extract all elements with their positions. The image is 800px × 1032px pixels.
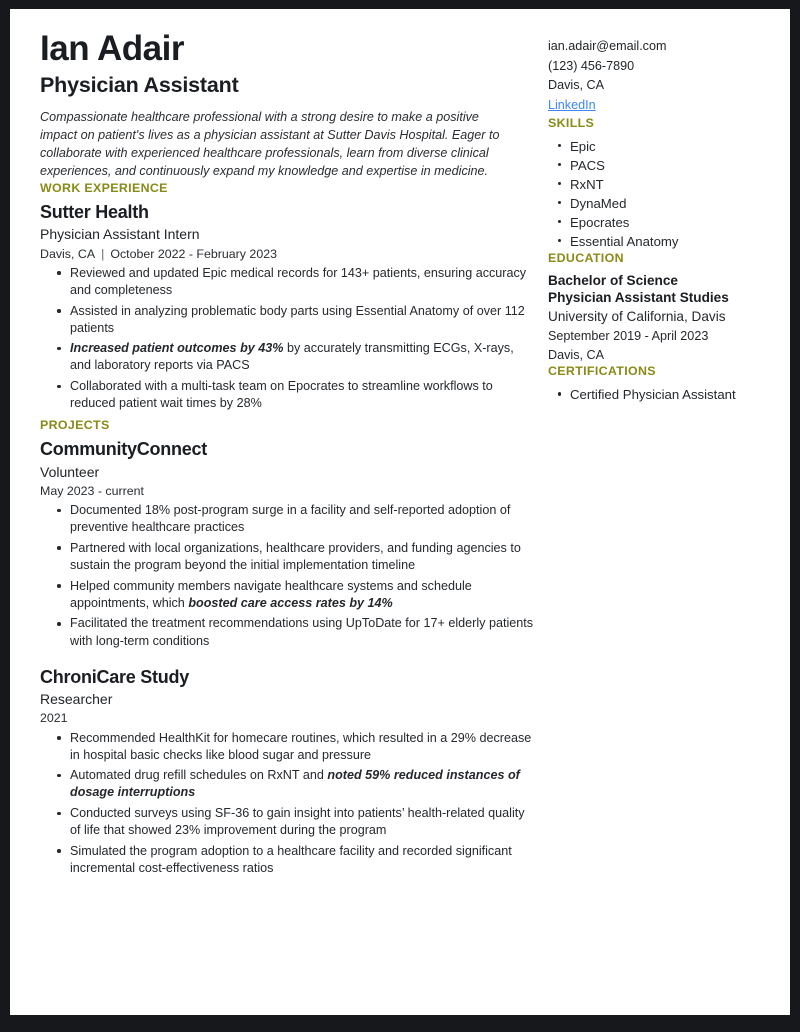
project-organization: ChroniCare Study: [40, 666, 190, 687]
work-experience-role: Physician Assistant Intern: [40, 226, 200, 243]
contact-block: [548, 37, 762, 116]
bullet-text: Partnered with local organizations, healthcare providers, and funding agencies to sustain the program beyond the initial implementation timeline: [70, 540, 521, 573]
projects-entries: [40, 439, 536, 877]
work-experience-meta: [40, 246, 536, 262]
section-certifications: [548, 364, 762, 404]
section-education: [548, 251, 762, 364]
bullet-text: Simulated the program adoption to a healthcare facility and recorded significant incremental cost-effectiveness ratios: [70, 843, 512, 875]
project-organization: CommunityConnect: [40, 439, 207, 460]
skill-item: PACS: [570, 156, 762, 175]
work-experience-location: Davis, CA: [40, 246, 96, 261]
profile-summary: Compassionate healthcare professional with a strong desire to make a positive impact on patient's lives as a physician assistant at Sutter Davis Hospital. Eager to collaborate with experienced healthcare professionals, learn from diverse clinical experiences, and continuously expand my knowledge and expertise in medicine.: [40, 110, 500, 179]
bullet-highlight: Increased patient outcomes by 43%: [70, 341, 284, 356]
project-bullet: [70, 730, 536, 764]
skill-item: Epocrates: [570, 213, 762, 232]
resume-side-column: [548, 31, 762, 404]
education-degree-line-2: Physician Assistant Studies: [548, 289, 729, 305]
work-experience-bullet: [70, 378, 536, 412]
project-entry: [40, 667, 536, 877]
skill-item: Epic: [570, 137, 762, 156]
section-heading-skills: SKILLS: [548, 115, 595, 130]
work-experience-bullet-list: [40, 265, 536, 413]
project-entry: [40, 439, 536, 649]
bullet-text: Conducted surveys using SF-36 to gain insight into patients’ health-related quality of life that showed 23% improvement during the program: [70, 806, 525, 838]
project-dates: 2021: [40, 711, 68, 726]
bullet-text: Automated drug refill schedules on RxNT and: [70, 768, 328, 783]
bullet-text: by accurately transmitting ECGs, X-rays, and laboratory reports via PACS: [70, 341, 514, 373]
project-bullet-list: [40, 502, 536, 650]
skill-item: RxNT: [570, 175, 762, 194]
contact-email[interactable]: ian.adair@email.com: [548, 39, 667, 53]
skill-item: DynaMed: [570, 194, 762, 213]
project-dates: May 2023 - current: [40, 484, 144, 499]
meta-separator: |: [101, 246, 105, 261]
project-bullet: [70, 843, 536, 877]
project-bullet-list: [40, 730, 536, 878]
section-heading-projects: PROJECTS: [40, 418, 110, 433]
skills-list: [548, 137, 762, 251]
work-experience-organization: Sutter Health: [40, 201, 149, 222]
project-role: Researcher: [40, 691, 113, 708]
skill-item: Essential Anatomy: [570, 232, 762, 251]
section-heading-education: EDUCATION: [548, 250, 624, 265]
project-bullet: [70, 540, 536, 574]
work-experience-bullet: [70, 340, 536, 374]
certification-item: Certified Physician Assistant: [570, 385, 762, 404]
project-meta: [40, 710, 536, 726]
project-bullet: [70, 615, 536, 649]
candidate-job-title: Physician Assistant: [40, 72, 239, 97]
resume-page: [10, 9, 790, 1015]
contact-location: Davis, CA: [548, 78, 604, 93]
bullet-text: Reviewed and updated Epic medical records for 143+ patients, ensuring accuracy and completeness: [70, 265, 527, 297]
work-experience-bullet: [70, 265, 536, 299]
bullet-text: Collaborated with a multi-task team on Epocrates to streamline workflows to reduced patient wait times by 28%: [70, 379, 493, 411]
resume-main-column: [40, 31, 548, 883]
bullet-text: Facilitated the treatment recommendations using UpToDate for 17+ elderly patients with long-term conditions: [70, 616, 534, 648]
contact-linkedin[interactable]: [548, 96, 762, 116]
certifications-list: [548, 385, 762, 404]
project-role: Volunteer: [40, 463, 100, 480]
linkedin-link[interactable]: LinkedIn: [548, 97, 596, 112]
resume-sheet: [10, 9, 790, 1015]
project-bullet: [70, 767, 536, 801]
project-bullet: [70, 578, 536, 612]
section-heading-work-experience: WORK EXPERIENCE: [40, 180, 168, 195]
section-projects: [40, 418, 536, 877]
section-heading-certifications: CERTIFICATIONS: [548, 363, 656, 378]
contact-phone[interactable]: (123) 456-7890: [548, 58, 635, 73]
bullet-text: Recommended HealthKit for homecare routines, which resulted in a 29% decrease in hospital basic checks like blood sugar and pressure: [70, 730, 532, 762]
candidate-name: Ian Adair: [40, 29, 184, 68]
work-experience-entries: [40, 202, 536, 412]
project-meta: [40, 483, 536, 499]
section-skills: [548, 116, 762, 251]
bullet-highlight: boosted care access rates by 14%: [188, 595, 393, 610]
section-work-experience: [40, 181, 536, 412]
education-degree-line-1: Bachelor of Science: [548, 272, 678, 288]
education-school: University of California, Davis: [548, 309, 726, 325]
bullet-text: Helped community members navigate healthcare systems and schedule appointments, which: [70, 578, 472, 610]
project-bullet: [70, 805, 536, 839]
work-experience-entry: [40, 202, 536, 412]
work-experience-bullet: [70, 303, 536, 337]
project-bullet: [70, 502, 536, 536]
education-dates: September 2019 - April 2023: [548, 328, 709, 343]
education-location: Davis, CA: [548, 347, 604, 362]
bullet-text: Assisted in analyzing problematic body parts using Essential Anatomy of over 112 patients: [70, 303, 525, 335]
bullet-highlight: noted 59% reduced instances of dosage interruptions: [70, 768, 520, 800]
bullet-text: Documented 18% post-program surge in a facility and self-reported adoption of preventive healthcare practices: [70, 503, 511, 535]
work-experience-dates: October 2022 - February 2023: [110, 246, 277, 261]
